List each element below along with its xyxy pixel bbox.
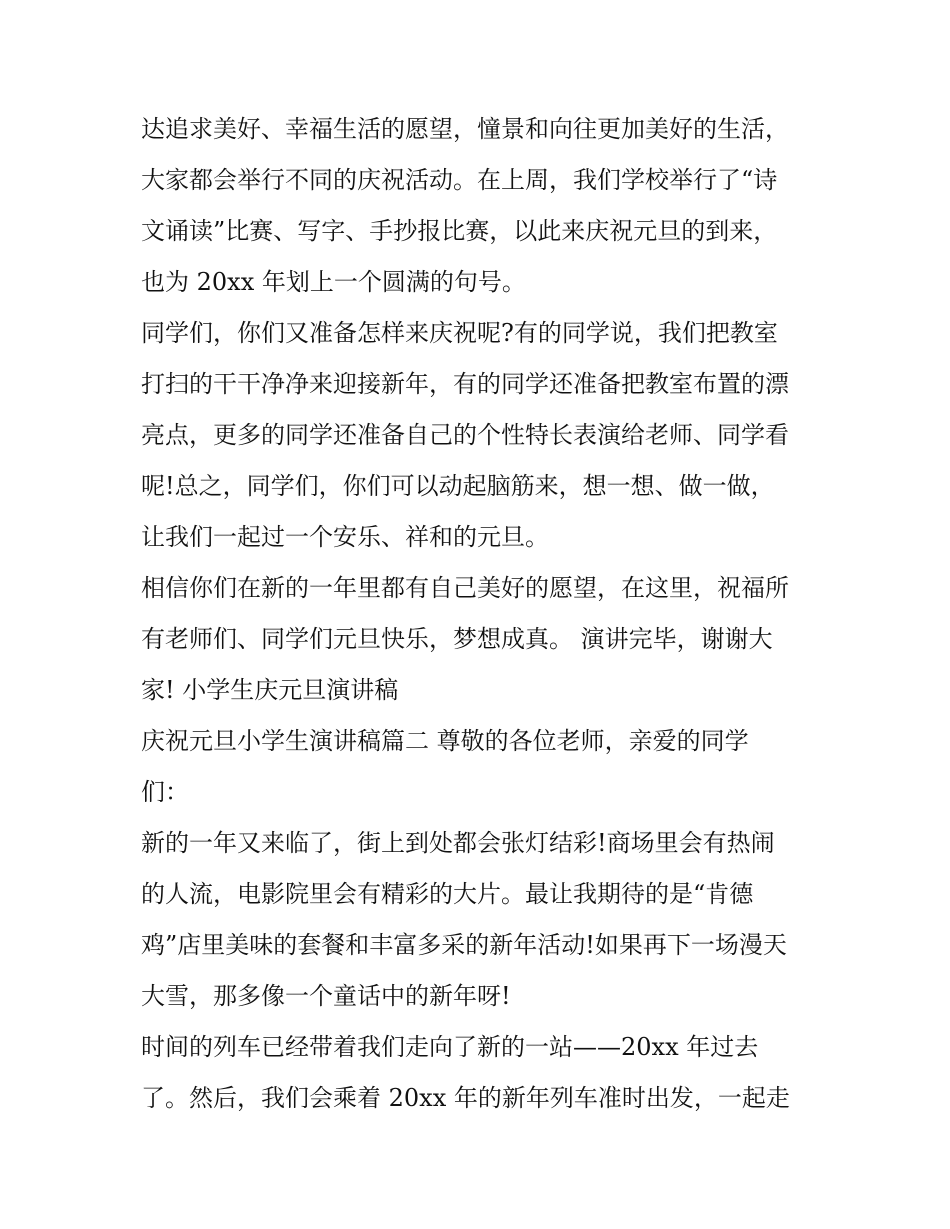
text-line: 们：	[141, 778, 189, 806]
speech-text-body	[141, 104, 821, 1124]
text-line: 也为 20xx 年划上一个圆满的句号。	[141, 268, 526, 296]
text-line: 大家都会举行不同的庆祝活动。在上周，我们学校举行了“诗	[141, 166, 778, 194]
text-line: 鸡”店里美味的套餐和丰富多采的新年活动!如果再下一场漫天	[141, 931, 787, 959]
text-line: 亮点，更多的同学还准备自己的个性特长表演给老师、同学看	[141, 421, 789, 449]
text-line: 家! 小学生庆元旦演讲稿	[141, 676, 399, 704]
text-line: 有老师们、同学们元旦快乐，梦想成真。 演讲完毕，谢谢大	[141, 625, 773, 653]
text-line: 达追求美好、幸福生活的愿望，憧景和向往更加美好的生活，	[141, 115, 789, 143]
text-line: 呢!总之，同学们，你们可以动起脑筋来，想一想、做一做，	[141, 472, 775, 500]
text-line: 了。然后，我们会乘着 20xx 年的新年列车准时出发，一起走	[141, 1084, 790, 1112]
text-line: 的人流，电影院里会有精彩的大片。最让我期待的是“肯德	[141, 880, 754, 908]
text-line: 打扫的干干净净来迎接新年，有的同学还准备把教室布置的漂	[141, 370, 789, 398]
text-line: 文诵读”比赛、写字、手抄报比赛，以此来庆祝元旦的到来，	[141, 217, 778, 245]
text-line: 大雪，那多像一个童话中的新年呀!	[141, 982, 511, 1010]
text-line: 庆祝元旦小学生演讲稿篇二 尊敬的各位老师，亲爱的同学	[141, 727, 749, 755]
text-line: 新的一年又来临了，街上到处都会张灯结彩!商场里会有热闹	[141, 829, 775, 857]
text-line: 同学们，你们又准备怎样来庆祝呢?有的同学说，我们把教室	[141, 319, 778, 347]
text-line: 时间的列车已经带着我们走向了新的一站——20xx 年过去	[141, 1033, 759, 1061]
text-line: 让我们一起过一个安乐、祥和的元旦。	[141, 523, 549, 551]
text-line: 相信你们在新的一年里都有自己美好的愿望，在这里，祝福所	[141, 574, 789, 602]
